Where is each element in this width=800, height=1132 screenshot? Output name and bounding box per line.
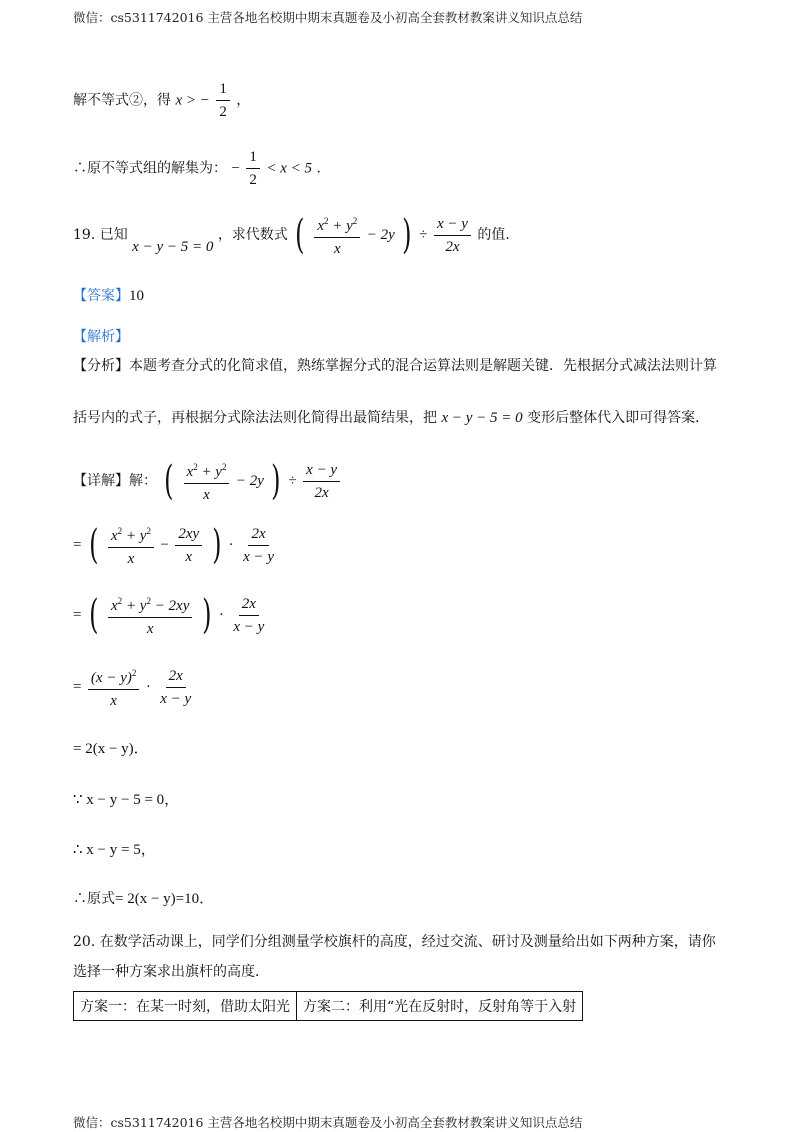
fraction-x2y2-over-x: $\frac{x^2 + y^2}{x}$ xyxy=(314,212,360,258)
text: ∴原不等式组的解集为： xyxy=(73,160,227,177)
question-20-line-1: 20. 在数学活动课上，同学们分组测量学校旗杆的高度，经过交流、研讨及测量给出如下两种方案，请你 xyxy=(73,934,716,950)
detail-step-3 xyxy=(73,592,269,638)
text: 解不等式②，得 xyxy=(73,92,171,109)
text: ，求代数式 xyxy=(217,227,288,243)
divide-sign: ÷ xyxy=(419,227,428,243)
right-paren: ) xyxy=(402,212,412,258)
fraction-one-half: $\frac{1}{2}$ xyxy=(246,148,260,189)
detail-step-4 xyxy=(73,664,196,710)
solution-set xyxy=(73,148,330,189)
left-paren: ( xyxy=(164,458,174,504)
fraction: $\frac{x - y}{2x}$ xyxy=(303,461,340,502)
minus: − xyxy=(160,537,169,553)
page-header: 微信：cs5311742016 主营各地名校期中期末真题卷及小初高全套教材教案讲义知识点总结 xyxy=(73,10,583,25)
question-19 xyxy=(73,212,519,258)
detail-step-2 xyxy=(73,522,279,568)
analysis-line-1: 【分析】本题考查分式的化简求值，熟练掌握分式的混合运算法则是解题关键．先根据分式减法法则计算 xyxy=(73,358,717,374)
math-range: < x < 5 xyxy=(266,160,312,177)
dot: · xyxy=(145,679,151,695)
right-paren: ) xyxy=(211,522,222,568)
question-number: 19. 已知 xyxy=(73,227,128,243)
fraction: $\frac{2x}{x - y}$ xyxy=(243,525,275,565)
fraction: $\frac{x^2 + y^2 - 2xy}{x}$ xyxy=(108,592,192,638)
fraction-xy-over-2x: $\frac{x - y}{2x}$ xyxy=(434,215,471,256)
plans-table xyxy=(73,991,583,1021)
math: = 2(x − y)=10． xyxy=(115,891,215,907)
text: 括号内的式子，再根据分式除法法则化简得出最简结果，把 xyxy=(73,410,437,426)
right-paren: ) xyxy=(271,458,281,504)
dot: · xyxy=(218,607,224,623)
text: ， xyxy=(236,92,251,109)
fraction-one-half: $\frac{1}{2}$ xyxy=(216,80,230,121)
analysis-line-2 xyxy=(73,408,709,428)
answer-value: 10 xyxy=(129,288,144,304)
fraction: $\frac{2xy}{x}$ xyxy=(175,525,202,566)
fraction: $\frac{(x - y)^2}{x}$ xyxy=(88,664,139,710)
math-minus-2y: − 2y xyxy=(366,227,395,243)
since-line: ∵ x − y − 5 = 0， xyxy=(73,792,180,808)
answer-label: 【答案】 xyxy=(73,288,129,304)
divide-sign: ÷ xyxy=(288,473,297,489)
page-footer: 微信：cs5311742016 主营各地名校期中期末真题卷及小初高全套教材教案讲义知识点总结 xyxy=(73,1115,583,1130)
right-paren: ) xyxy=(201,592,212,638)
fraction: $\frac{2x}{x - y}$ xyxy=(160,667,192,707)
table-row xyxy=(74,992,583,1021)
therefore-line-1: ∴ x − y = 5， xyxy=(73,842,156,858)
math-x-gt: x > − xyxy=(175,92,210,109)
text: ∴原式 xyxy=(73,891,115,907)
fraction: $\frac{x^2 + y^2}{x}$ xyxy=(184,458,230,504)
equals: = xyxy=(73,537,82,553)
fraction: $\frac{x^2 + y^2}{x}$ xyxy=(108,522,154,568)
detail-step-1 xyxy=(73,458,342,504)
condition: x − y − 5 = 0 xyxy=(132,239,214,255)
detail-label: 【详解】解： xyxy=(73,473,157,489)
plan-2-cell: 方案二：利用“光在反射时，反射角等于入射 xyxy=(297,992,583,1021)
condition: x − y − 5 = 0 xyxy=(441,410,523,426)
math-minus: − xyxy=(231,160,240,177)
left-paren: ( xyxy=(295,212,305,258)
text: 变形后整体代入即可得答案． xyxy=(527,410,710,426)
question-20-line-2: 选择一种方案求出旗杆的高度． xyxy=(73,964,269,980)
equals: = xyxy=(73,679,82,695)
dot: · xyxy=(228,537,234,553)
text: 的值． xyxy=(477,227,520,243)
left-paren: ( xyxy=(89,592,99,638)
equals: = xyxy=(73,607,82,623)
solve-inequality-2 xyxy=(73,80,250,121)
detail-step-5: = 2(x − y)． xyxy=(73,741,149,757)
analysis-label: 【解析】 xyxy=(73,329,129,345)
plan-1-cell: 方案一：在某一时刻，借助太阳光 xyxy=(74,992,297,1021)
text: ． xyxy=(316,160,331,177)
fraction: $\frac{2x}{x - y}$ xyxy=(233,595,265,635)
left-paren: ( xyxy=(89,522,99,568)
math: − 2y xyxy=(235,473,264,489)
answer-line xyxy=(73,286,144,306)
therefore-line-2 xyxy=(73,889,214,909)
